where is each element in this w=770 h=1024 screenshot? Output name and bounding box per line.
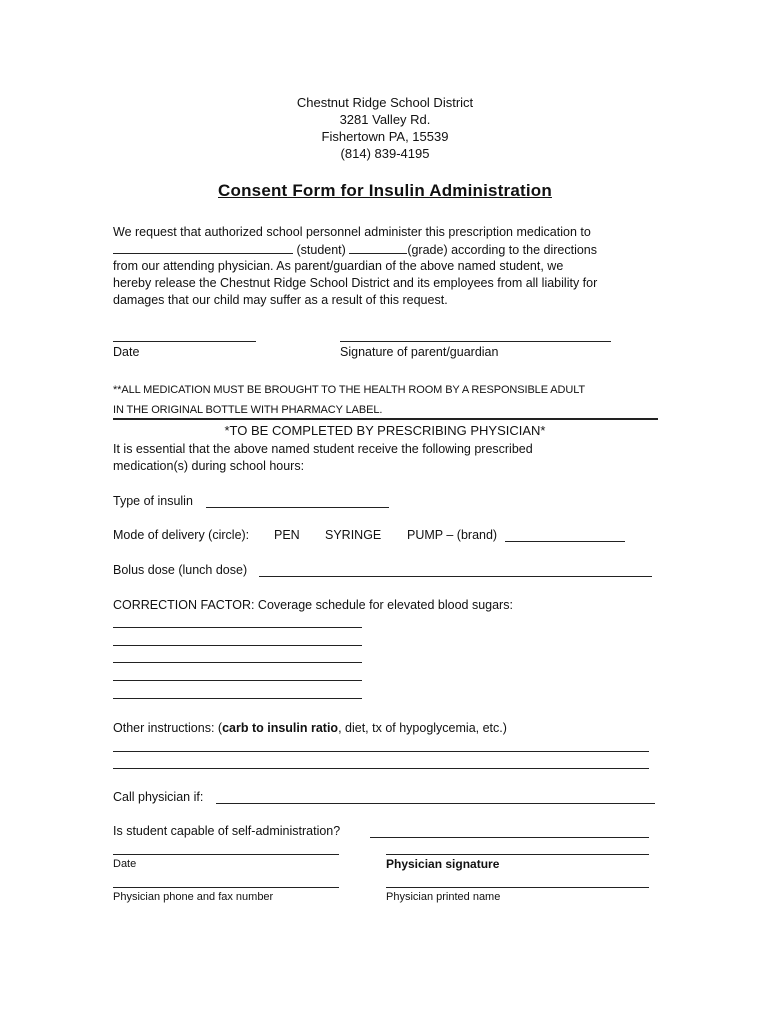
type-of-insulin-line[interactable] bbox=[206, 507, 389, 508]
district-city: Fishertown PA, 15539 bbox=[321, 129, 449, 144]
physician-section-heading: *TO BE COMPLETED BY PRESCRIBING PHYSICIAN* bbox=[224, 423, 546, 438]
grade-blank[interactable] bbox=[349, 241, 407, 254]
physician-intro-2: medication(s) during school hours: bbox=[113, 459, 305, 473]
district-address: 3281 Valley Rd. bbox=[339, 112, 431, 127]
correction-line-1[interactable] bbox=[113, 627, 362, 628]
call-physician-label: Call physician if: bbox=[113, 790, 204, 804]
carb-ratio-text: carb to insulin ratio bbox=[222, 721, 339, 735]
physician-printed-name-label: Physician printed name bbox=[386, 891, 501, 903]
warning-line-2: IN THE ORIGINAL BOTTLE WITH PHARMACY LABEL. bbox=[113, 404, 383, 416]
physician-phone-line[interactable] bbox=[113, 887, 339, 888]
request-line-1: We request that authorized school personnel administer this prescription medication to bbox=[113, 225, 591, 239]
physician-signature-label: Physician signature bbox=[386, 857, 500, 871]
parent-date-label: Date bbox=[113, 345, 140, 359]
request-line-2 bbox=[113, 241, 597, 259]
parent-signature-line[interactable] bbox=[340, 341, 611, 342]
district-phone: (814) 839-4195 bbox=[340, 146, 430, 161]
other-instructions-suffix: , diet, tx of hypoglycemia, etc.) bbox=[338, 721, 507, 735]
section-divider bbox=[113, 418, 658, 420]
self-administration-line[interactable] bbox=[370, 837, 649, 838]
physician-intro-1: It is essential that the above named student receive the following prescribed bbox=[113, 442, 533, 456]
delivery-option-pump[interactable]: PUMP – (brand) bbox=[407, 528, 498, 542]
bolus-dose-line[interactable] bbox=[259, 576, 652, 577]
other-instructions-line-2[interactable] bbox=[113, 768, 649, 769]
self-administration-label: Is student capable of self-administration? bbox=[113, 824, 341, 838]
student-label: (student) bbox=[296, 243, 346, 257]
parent-signature-label: Signature of parent/guardian bbox=[340, 345, 499, 359]
district-name: Chestnut Ridge School District bbox=[296, 95, 474, 110]
physician-phone-label: Physician phone and fax number bbox=[113, 891, 274, 903]
warning-line-1: **ALL MEDICATION MUST BE BROUGHT TO THE HEALTH ROOM BY A RESPONSIBLE ADULT bbox=[113, 384, 586, 396]
request-line-4: hereby release the Chestnut Ridge School District and its employees from all liability for bbox=[113, 276, 598, 290]
physician-date-line[interactable] bbox=[113, 854, 339, 855]
correction-line-3[interactable] bbox=[113, 662, 362, 663]
correction-factor-label: CORRECTION FACTOR: Coverage schedule for elevated blood sugars: bbox=[113, 598, 513, 612]
pump-brand-line[interactable] bbox=[505, 541, 625, 542]
other-instructions-label bbox=[113, 720, 507, 737]
parent-date-line[interactable] bbox=[113, 341, 256, 342]
physician-date-label: Date bbox=[113, 858, 137, 870]
request-line-3: from our attending physician. As parent/guardian of the above named student, we bbox=[113, 259, 564, 273]
form-title: Consent Form for Insulin Administration bbox=[218, 181, 552, 200]
physician-signature-line[interactable] bbox=[386, 854, 649, 855]
correction-line-5[interactable] bbox=[113, 698, 362, 699]
delivery-option-pen[interactable]: PEN bbox=[274, 528, 300, 542]
type-of-insulin-label: Type of insulin bbox=[113, 494, 193, 508]
request-line-5: damages that our child may suffer as a result of this request. bbox=[113, 293, 448, 307]
call-physician-line[interactable] bbox=[216, 803, 655, 804]
physician-printed-name-line[interactable] bbox=[386, 887, 649, 888]
delivery-option-syringe[interactable]: SYRINGE bbox=[325, 528, 382, 542]
other-instructions-line-1[interactable] bbox=[113, 751, 649, 752]
other-instructions-prefix: Other instructions: ( bbox=[113, 721, 223, 735]
delivery-label: Mode of delivery (circle): bbox=[113, 528, 250, 542]
bolus-dose-label: Bolus dose (lunch dose) bbox=[113, 563, 248, 577]
student-name-blank[interactable] bbox=[113, 241, 293, 254]
grade-label: (grade) according to the directions bbox=[407, 243, 597, 257]
correction-line-2[interactable] bbox=[113, 645, 362, 646]
correction-line-4[interactable] bbox=[113, 680, 362, 681]
